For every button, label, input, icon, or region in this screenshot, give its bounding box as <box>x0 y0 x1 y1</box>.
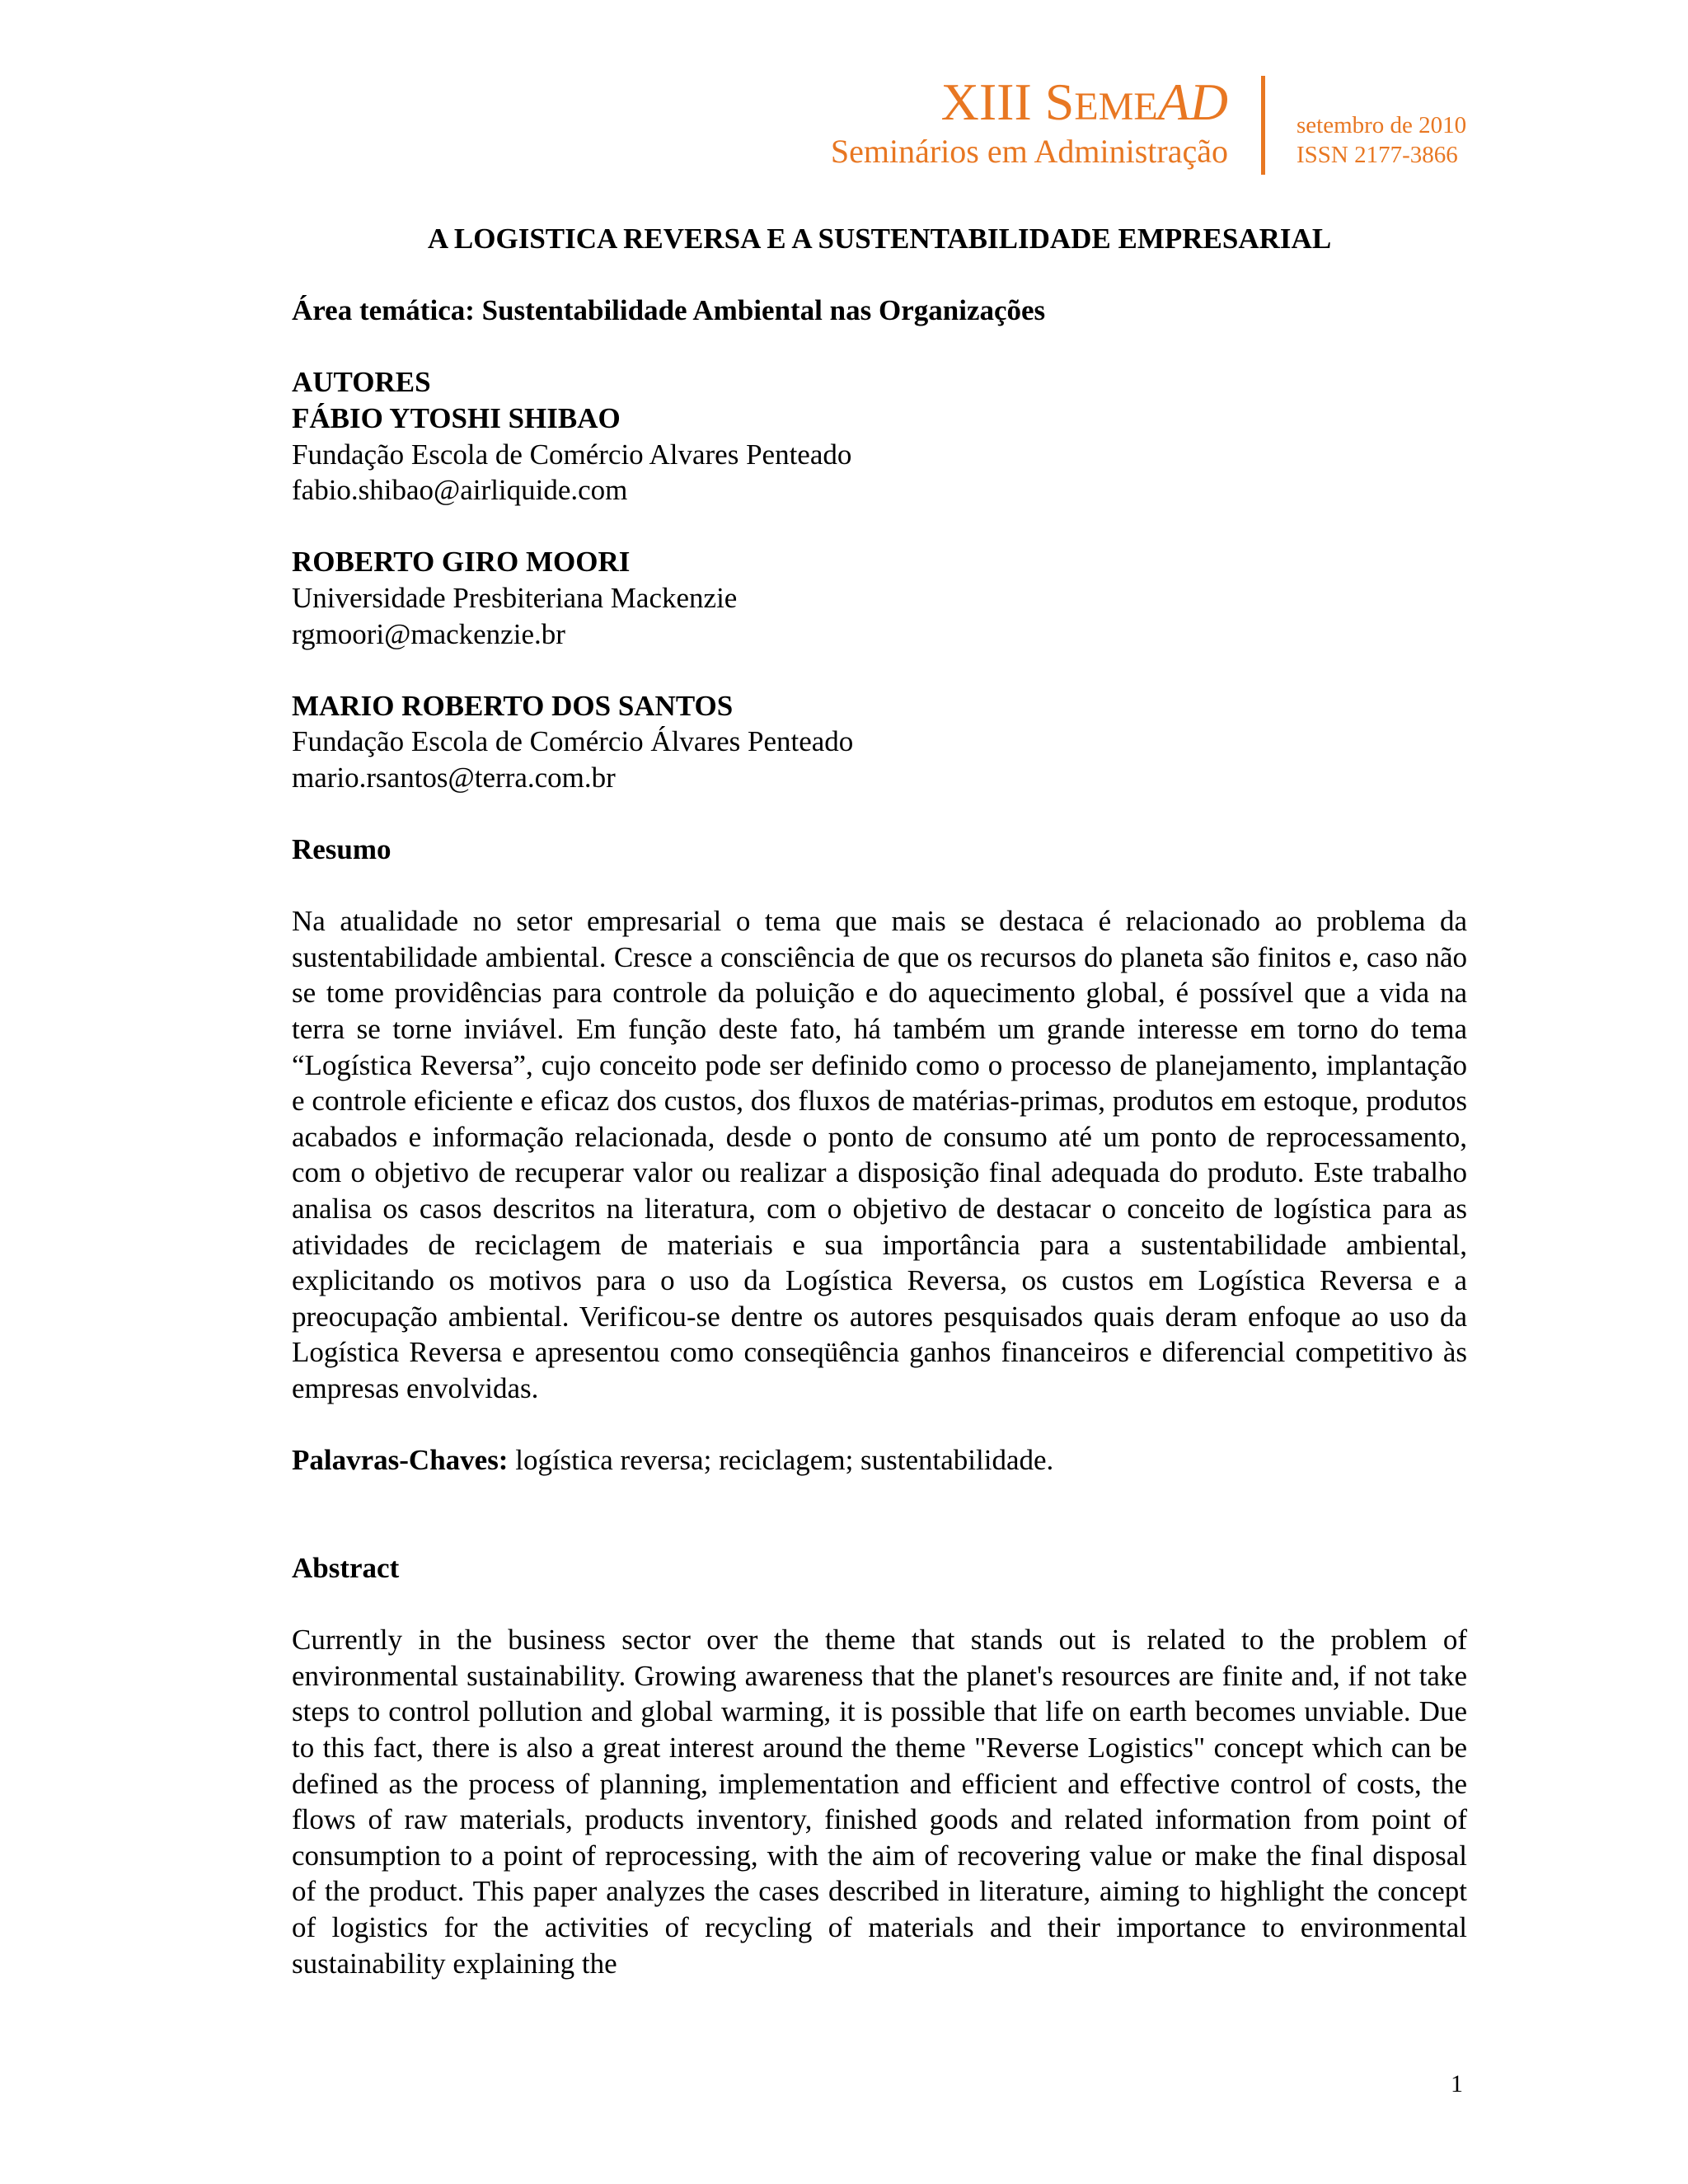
keywords-text: logística reversa; reciclagem; sustentabilidade. <box>508 1444 1054 1477</box>
abstract-body: Currently in the business sector over the theme that stands out is related to the problem of environmental sustainability. Growing awareness that the planet's resources are finite and, if not take steps to control pollution and global warming, it is possible that life on earth becomes unviable. Due to this fact, there is also a great interest around the theme "Reverse Logistics" concept which can be defined as the process of planning, implementation and efficient and effective control of costs, the flows of raw materials, products inventory, finished goods and related information from point of consumption to a point of reprocessing, with the aim of recovering value or make the final disposal of the product. This paper analyzes the cases described in literature, aiming to highlight the concept of logistics for the activities of recycling of materials and their importance to environmental sustainability explaining the <box>292 1624 1467 1980</box>
abstract-heading: Abstract <box>292 1551 400 1584</box>
brand-ad: AD <box>1157 73 1228 131</box>
author-institution: Fundação Escola de Comércio Álvares Penteado <box>292 725 854 758</box>
keywords <box>292 1442 1467 1479</box>
conference-date: setembro de 2010 <box>1296 112 1467 138</box>
brand-xiii: XIII <box>940 73 1045 131</box>
author-email: mario.rsantos@terra.com.br <box>292 761 616 794</box>
author-name: FÁBIO YTOSHI SHIBAO <box>292 401 621 434</box>
conference-logo-title <box>940 73 1228 131</box>
paper-body <box>292 221 1467 1981</box>
author-institution: Fundação Escola de Comércio Alvares Penteado <box>292 438 852 471</box>
author-email: rgmoori@mackenzie.br <box>292 617 565 650</box>
authors-heading: AUTORES <box>292 366 431 399</box>
author-name: MARIO ROBERTO DOS SANTOS <box>292 689 734 722</box>
author-email: fabio.shibao@airliquide.com <box>292 474 628 507</box>
thematic-area: Área temática: Sustentabilidade Ambiental nas Organizações <box>292 294 1046 327</box>
conference-issn: ISSN 2177-3866 <box>1296 142 1458 168</box>
brand-eme: EME <box>1074 85 1158 129</box>
conference-header <box>816 73 1475 183</box>
brand-s: S <box>1044 73 1075 131</box>
paper-title: A LOGISTICA REVERSA E A SUSTENTABILIDADE EMPRESARIAL <box>427 223 1332 255</box>
resumo-body: Na atualidade no setor empresarial o tema que mais se destaca é relacionado ao problema da sustentabilidade ambiental. Cresce a consciência de que os recursos do planeta são finitos e, caso não se tome providências para controle da poluição e do aquecimento global, é possível que a vida na terra se torne inviável. Em função deste fato, há também um grande interesse em torno do tema “Logística Reversa”, cujo conceito pode ser definido como o processo de planejamento, implantação e controle eficiente e eficaz dos custos, dos fluxos de matérias-primas, produtos em estoque, produtos acabados e informação relacionada, desde o ponto de consumo até um ponto de reprocessamento, com o objetivo de recuperar valor ou realizar a disposição final adequada do produto. Este trabalho analisa os casos descritos na literatura, com o objetivo de destacar o conceito de logística para as atividades de reciclagem de materiais e sua importância para a sustentabilidade ambiental, explicitando os motivos para o uso da Logística Reversa, os custos em Logística Reversa e a preocupação ambiental. Verificou-se dentre os autores pesquisados quais deram enfoque ao uso da Logística Reversa e apresentou como conseqüência ganhos financeiros e diferencial competitivo às empresas envolvidas. <box>292 905 1467 1404</box>
page-number: 1 <box>1451 2070 1463 2097</box>
author-name: ROBERTO GIRO MOORI <box>292 546 631 579</box>
header-divider <box>1261 76 1265 175</box>
keywords-label: Palavras-Chaves: <box>292 1444 509 1477</box>
resumo-heading: Resumo <box>292 833 392 866</box>
conference-subtitle: Seminários em Administração <box>830 133 1228 170</box>
author-institution: Universidade Presbiteriana Mackenzie <box>292 581 738 614</box>
